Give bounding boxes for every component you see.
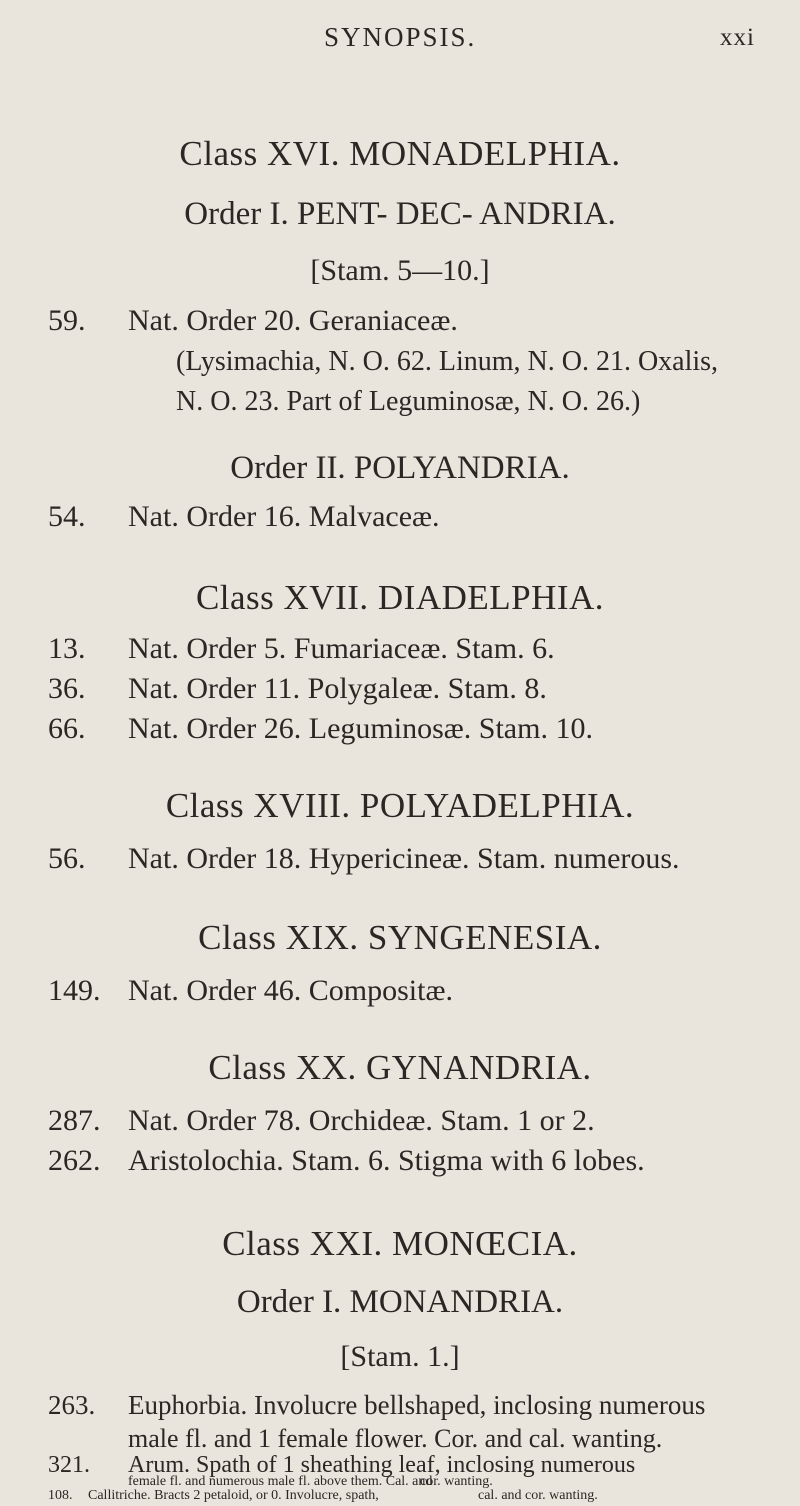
entry-text: Nat. Order 78. Orchideæ. Stam. 1 or 2. [128, 1104, 595, 1137]
class-xvi-order-2: Order II. POLYANDRIA. [230, 450, 570, 486]
entry-number: 56. [48, 842, 86, 875]
class-xvi-stamens: [Stam. 5—10.] [310, 254, 490, 287]
entry-number: 36. [48, 672, 86, 705]
entry-number: 262. [48, 1144, 101, 1177]
entry-321-continuation-b: cor. wanting. [420, 1474, 493, 1489]
entry-number: 287. [48, 1104, 101, 1137]
entry-number: 321. [48, 1452, 90, 1478]
entry-text: Nat. Order 5. Fumariaceæ. Stam. 6. [128, 632, 555, 665]
class-xvii-heading: Class XVII. DIADELPHIA. [195, 578, 605, 617]
entry-321 [48, 1452, 636, 1479]
class-xxi-stamens: [Stam. 1.] [340, 1340, 460, 1373]
class-xvi-order-1: Order I. PENT- DEC- ANDRIA. [184, 196, 616, 232]
class-xix-heading: Class XIX. SYNGENESIA. [198, 918, 602, 957]
entry-text: Nat. Order 11. Polygaleæ. Stam. 8. [128, 672, 547, 705]
entry-text: Nat. Order 16. Malvaceæ. [128, 500, 440, 533]
entry-number: 108. [48, 1488, 73, 1503]
entry-number: 54. [48, 500, 86, 533]
class-xviii-heading: Class XVIII. POLYADELPHIA. [165, 786, 635, 825]
entry-text: Nat. Order 18. Hypericineæ. Stam. numerous. [128, 842, 680, 875]
entry-263-continuation: male fl. and 1 female flower. Cor. and cal. wanting. [128, 1424, 663, 1453]
entry-number: 13. [48, 632, 86, 665]
entry-text: Nat. Order 20. Geraniaceæ. [128, 304, 458, 337]
class-xx-heading: Class XX. GYNANDRIA. [208, 1048, 592, 1087]
entry-263 [48, 1390, 706, 1421]
entry-108-continuation: cal. and cor. wanting. [478, 1488, 598, 1503]
entry-number: 66. [48, 712, 86, 745]
entry-number: 59. [48, 304, 86, 337]
entry-text: Callitriche. Bracts 2 petaloid, or 0. Involucre, spath, [88, 1488, 379, 1503]
entry-text: Euphorbia. Involucre bellshaped, inclosing numerous [128, 1390, 706, 1420]
class-xxi-order-1: Order I. MONANDRIA. [236, 1284, 564, 1320]
class-xvi-heading: Class XVI. MONADELPHIA. [179, 134, 621, 173]
running-head-title: SYNOPSIS. [324, 22, 477, 52]
entry-59-continuation-a: (Lysimachia, N. O. 62. Linum, N. O. 21. Oxalis, [176, 346, 719, 377]
entry-text: Nat. Order 46. Compositæ. [128, 974, 453, 1007]
page-number: xxi [720, 24, 755, 51]
entry-321-continuation-a: female fl. and numerous male fl. above them. Cal. and [128, 1474, 433, 1489]
entry-text: Nat. Order 26. Leguminosæ. Stam. 10. [128, 712, 593, 745]
entry-text: Aristolochia. Stam. 6. Stigma with 6 lobes. [128, 1144, 645, 1177]
entry-text: Arum. Spath of 1 sheathing leaf, inclosing numerous [128, 1452, 636, 1478]
running-head [0, 20, 800, 56]
entry-108 [48, 1488, 598, 1504]
class-xxi-heading: Class XXI. MONŒCIA. [222, 1224, 578, 1263]
entry-59-continuation-b: N. O. 23. Part of Leguminosæ, N. O. 26.) [176, 386, 641, 417]
entry-number: 149. [48, 974, 101, 1007]
entry-number: 263. [48, 1390, 96, 1420]
